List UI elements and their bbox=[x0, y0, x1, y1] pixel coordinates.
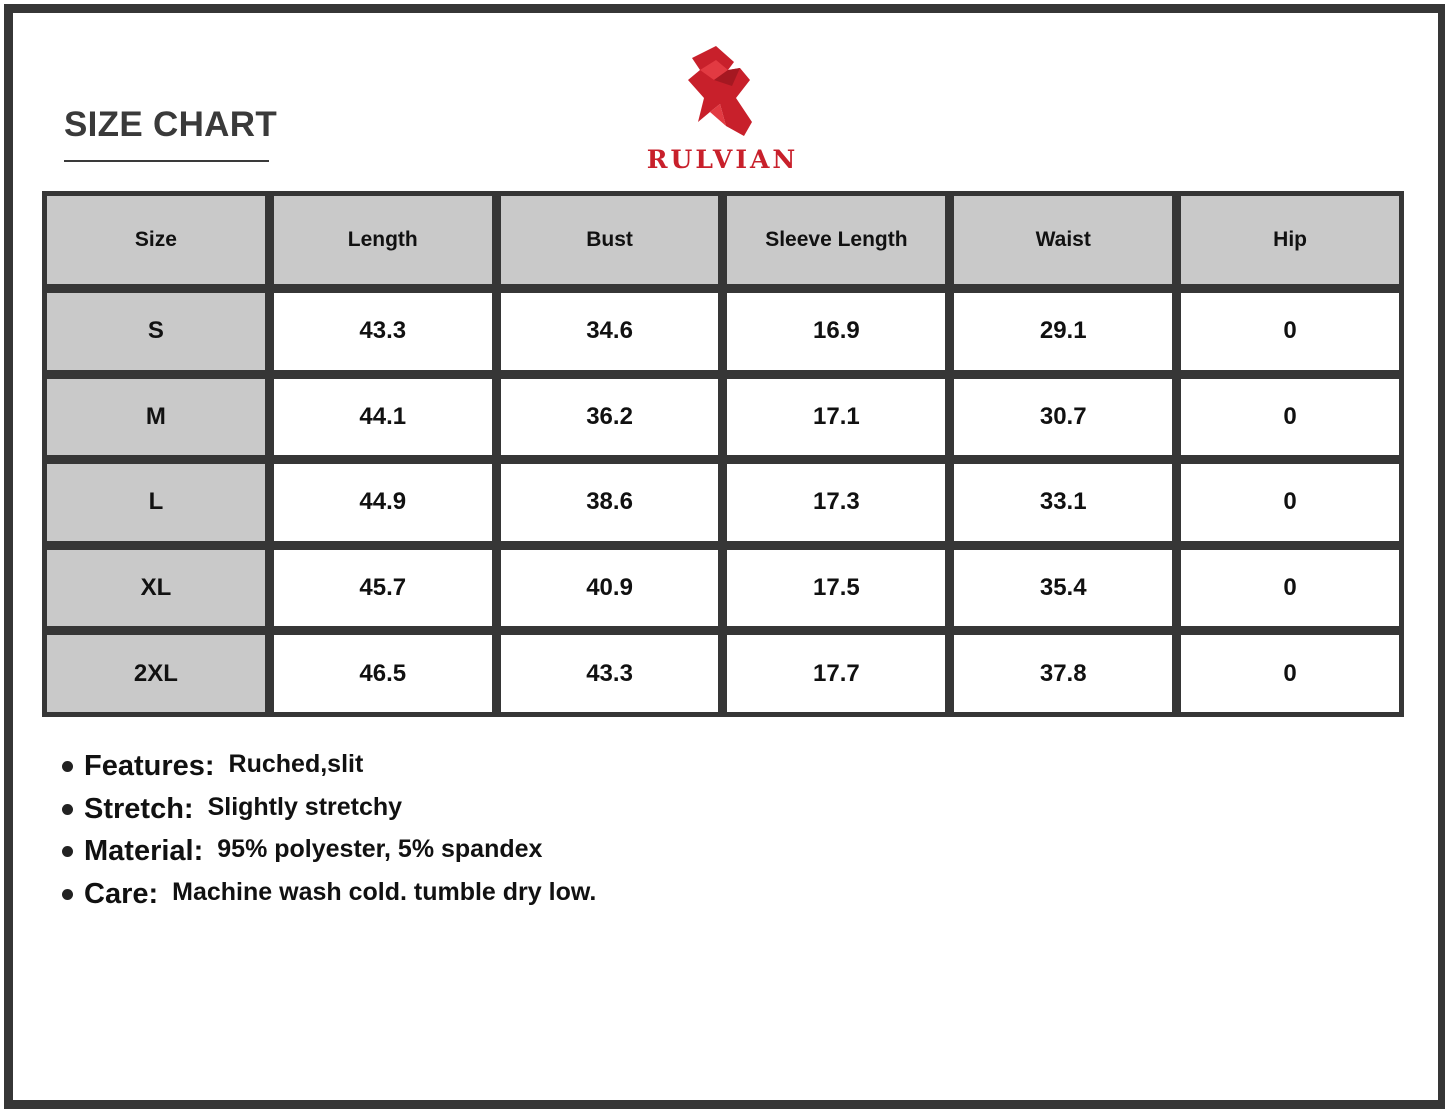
size-cell: XL bbox=[47, 550, 265, 627]
table-cell: 43.3 bbox=[274, 293, 492, 370]
table-cell: 0 bbox=[1181, 635, 1399, 712]
column-header: Waist bbox=[954, 196, 1172, 284]
table-cell: 17.7 bbox=[727, 635, 945, 712]
table-cell: 0 bbox=[1181, 464, 1399, 541]
table-header-row bbox=[47, 196, 1399, 284]
list-item bbox=[62, 876, 596, 919]
product-notes bbox=[62, 748, 596, 918]
table-cell: 29.1 bbox=[954, 293, 1172, 370]
column-header: Size bbox=[47, 196, 265, 284]
table-row bbox=[47, 635, 1399, 712]
list-item bbox=[62, 748, 596, 791]
bullet-icon bbox=[62, 761, 73, 772]
note-label: Material: bbox=[84, 835, 204, 867]
note-value: Ruched,slit bbox=[228, 750, 364, 778]
note-value: Machine wash cold. tumble dry low. bbox=[172, 877, 597, 906]
column-header: Length bbox=[274, 196, 492, 284]
table-cell: 44.1 bbox=[274, 379, 492, 456]
table-cell: 33.1 bbox=[954, 464, 1172, 541]
size-cell: M bbox=[47, 379, 265, 456]
column-header: Hip bbox=[1181, 196, 1399, 284]
title-underline bbox=[64, 160, 269, 162]
brand-name: RULVIAN bbox=[646, 145, 799, 174]
size-cell: 2XL bbox=[47, 635, 265, 712]
table-row bbox=[47, 550, 1399, 627]
table-cell: 44.9 bbox=[274, 464, 492, 541]
table-cell: 0 bbox=[1181, 379, 1399, 456]
note-label: Care: bbox=[84, 877, 159, 910]
bullet-icon bbox=[62, 889, 73, 900]
table-cell: 40.9 bbox=[501, 550, 719, 627]
table-cell: 43.3 bbox=[501, 635, 719, 712]
bullet-icon bbox=[62, 804, 73, 815]
table-row bbox=[47, 379, 1399, 456]
size-table bbox=[42, 191, 1404, 717]
table-cell: 17.5 bbox=[727, 550, 945, 627]
size-cell: S bbox=[47, 293, 265, 370]
table-cell: 37.8 bbox=[954, 635, 1172, 712]
column-header: Sleeve Length bbox=[727, 196, 945, 284]
table-cell: 30.7 bbox=[954, 379, 1172, 456]
size-cell: L bbox=[47, 464, 265, 541]
column-header: Bust bbox=[501, 196, 719, 284]
note-label: Stretch: bbox=[84, 792, 194, 825]
rulvian-r-logo-icon bbox=[670, 40, 770, 140]
table-row bbox=[47, 464, 1399, 541]
table-cell: 16.9 bbox=[727, 293, 945, 370]
list-item bbox=[62, 791, 596, 834]
list-item bbox=[62, 833, 596, 876]
table-cell: 17.3 bbox=[727, 464, 945, 541]
brand-logo bbox=[620, 40, 825, 180]
note-value: 95% polyester, 5% spandex bbox=[217, 835, 543, 863]
table-cell: 0 bbox=[1181, 550, 1399, 627]
table-cell: 46.5 bbox=[274, 635, 492, 712]
bullet-icon bbox=[62, 846, 73, 857]
note-label: Features: bbox=[84, 750, 215, 782]
table-cell: 17.1 bbox=[727, 379, 945, 456]
table-cell: 36.2 bbox=[501, 379, 719, 456]
table-cell: 0 bbox=[1181, 293, 1399, 370]
table-cell: 34.6 bbox=[501, 293, 719, 370]
table-cell: 45.7 bbox=[274, 550, 492, 627]
table-cell: 35.4 bbox=[954, 550, 1172, 627]
table-cell: 38.6 bbox=[501, 464, 719, 541]
table-row bbox=[47, 293, 1399, 370]
page-title: SIZE CHART bbox=[64, 105, 277, 144]
note-value: Slightly stretchy bbox=[207, 792, 403, 821]
